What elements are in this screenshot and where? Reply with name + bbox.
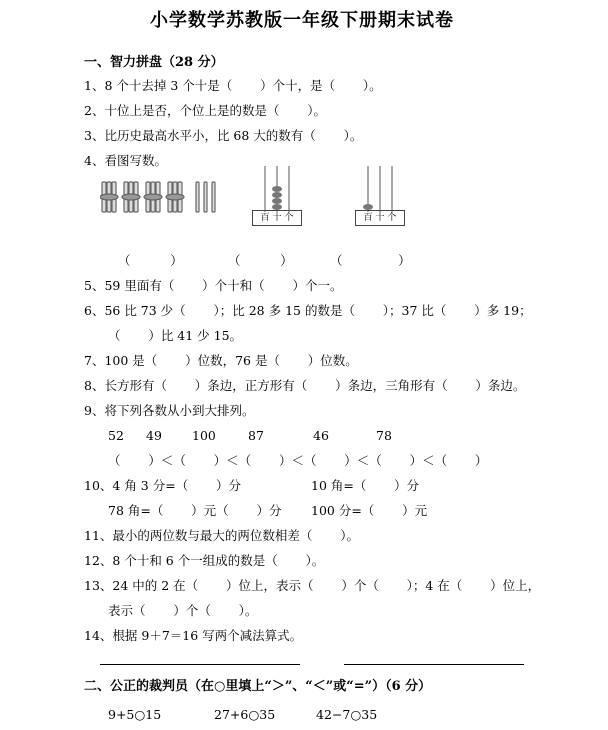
question-10: 10、4 角 3 分=（ ）分 — [84, 478, 242, 493]
question-5: 5、59 里面有（ ）个十和（ ）个一。 — [84, 278, 343, 293]
answer-blank[interactable]: （ ） — [118, 253, 183, 268]
single-stick — [196, 182, 199, 212]
question-4: 4、看图写数。 — [84, 153, 167, 168]
abacus-place-labels: 百 十 个 — [260, 213, 294, 223]
abacus-1 — [252, 164, 302, 226]
abacus-place-labels: 百 十 个 — [363, 213, 397, 223]
stick-bundle — [122, 182, 140, 212]
page-title: 小学数学苏教版一年级下册期末试卷 — [150, 10, 454, 31]
question-11: 11、最小的两位数与最大的两位数相差（ ）。 — [84, 528, 359, 543]
stick-bundle — [166, 182, 184, 212]
abacus-bead — [272, 186, 282, 192]
abacus-bead — [272, 198, 282, 204]
section-1-heading: 一、智力拼盘（28 分） — [84, 55, 224, 70]
answer-line[interactable] — [344, 664, 524, 665]
question-7: 7、100 是（ ）位数，76 是（ ）位数。 — [84, 353, 358, 368]
compare-item: 42−7○35 — [316, 707, 378, 722]
abacus-2 — [355, 164, 405, 226]
question-1: 1、8 个十去掉 3 个十是（ ）个十，是（ ）。 — [84, 78, 382, 93]
abacus-base — [252, 210, 302, 226]
answer-blank[interactable]: （ ） — [330, 253, 411, 268]
stick-bundle — [144, 182, 162, 212]
abacus-base — [355, 210, 405, 226]
question-9-ordering: （ ）＜（ ）＜（ ）＜（ ）＜（ ）＜（ ） — [108, 453, 488, 468]
number-item: 52 — [108, 428, 124, 443]
question-6-continued: （ ）比 41 少 15。 — [108, 328, 243, 343]
question-8: 8、长方形有（ ）条边，正方形有（ ）条边，三角形有（ ）条边。 — [84, 378, 526, 393]
abacus-bead — [272, 192, 282, 198]
number-item: 78 — [376, 428, 392, 443]
compare-item: 9+5○15 — [108, 707, 162, 722]
single-stick — [212, 182, 215, 212]
question-12: 12、8 个十和 6 个一组成的数是（ ）。 — [84, 553, 325, 568]
compare-item: 27+6○35 — [214, 707, 276, 722]
question-3: 3、比历史最高水平小，比 68 大的数有（ ）。 — [84, 128, 363, 143]
number-item: 87 — [248, 428, 264, 443]
question-13-continued: 表示（ ）个（ ）。 — [108, 603, 258, 618]
question-10-right: 10 角=（ ）分 — [311, 478, 420, 493]
question-9: 9、将下列各数从小到大排列。 — [84, 403, 255, 418]
question-2: 2、十位上是否，个位上是的数是（ ）。 — [84, 103, 327, 118]
answer-blank[interactable]: （ ） — [228, 253, 293, 268]
single-stick — [204, 182, 207, 212]
question-10-second-right: 100 分=（ ）元 — [311, 503, 428, 518]
number-item: 46 — [313, 428, 329, 443]
counting-sticks-figure — [100, 178, 230, 218]
question-6: 6、56 比 73 少（ ）；比 28 多 15 的数是（ ）；37 比（ ）多 19； — [84, 303, 532, 318]
stick-bundle — [100, 182, 118, 212]
section-2-heading: 二、公正的裁判员（在○里填上“＞”、“＜”或“=”）（6 分） — [84, 679, 432, 694]
answer-line[interactable] — [100, 664, 300, 665]
question-13: 13、24 中的 2 在（ ）位上，表示（ ）个（ ）；4 在（ ）位上， — [84, 578, 541, 593]
question-10-second: 78 角=（ ）元（ ）分 — [108, 503, 282, 518]
number-item: 100 — [192, 428, 216, 443]
question-14: 14、根据 9＋7＝16 写两个减法算式。 — [84, 628, 303, 643]
number-item: 49 — [146, 428, 162, 443]
